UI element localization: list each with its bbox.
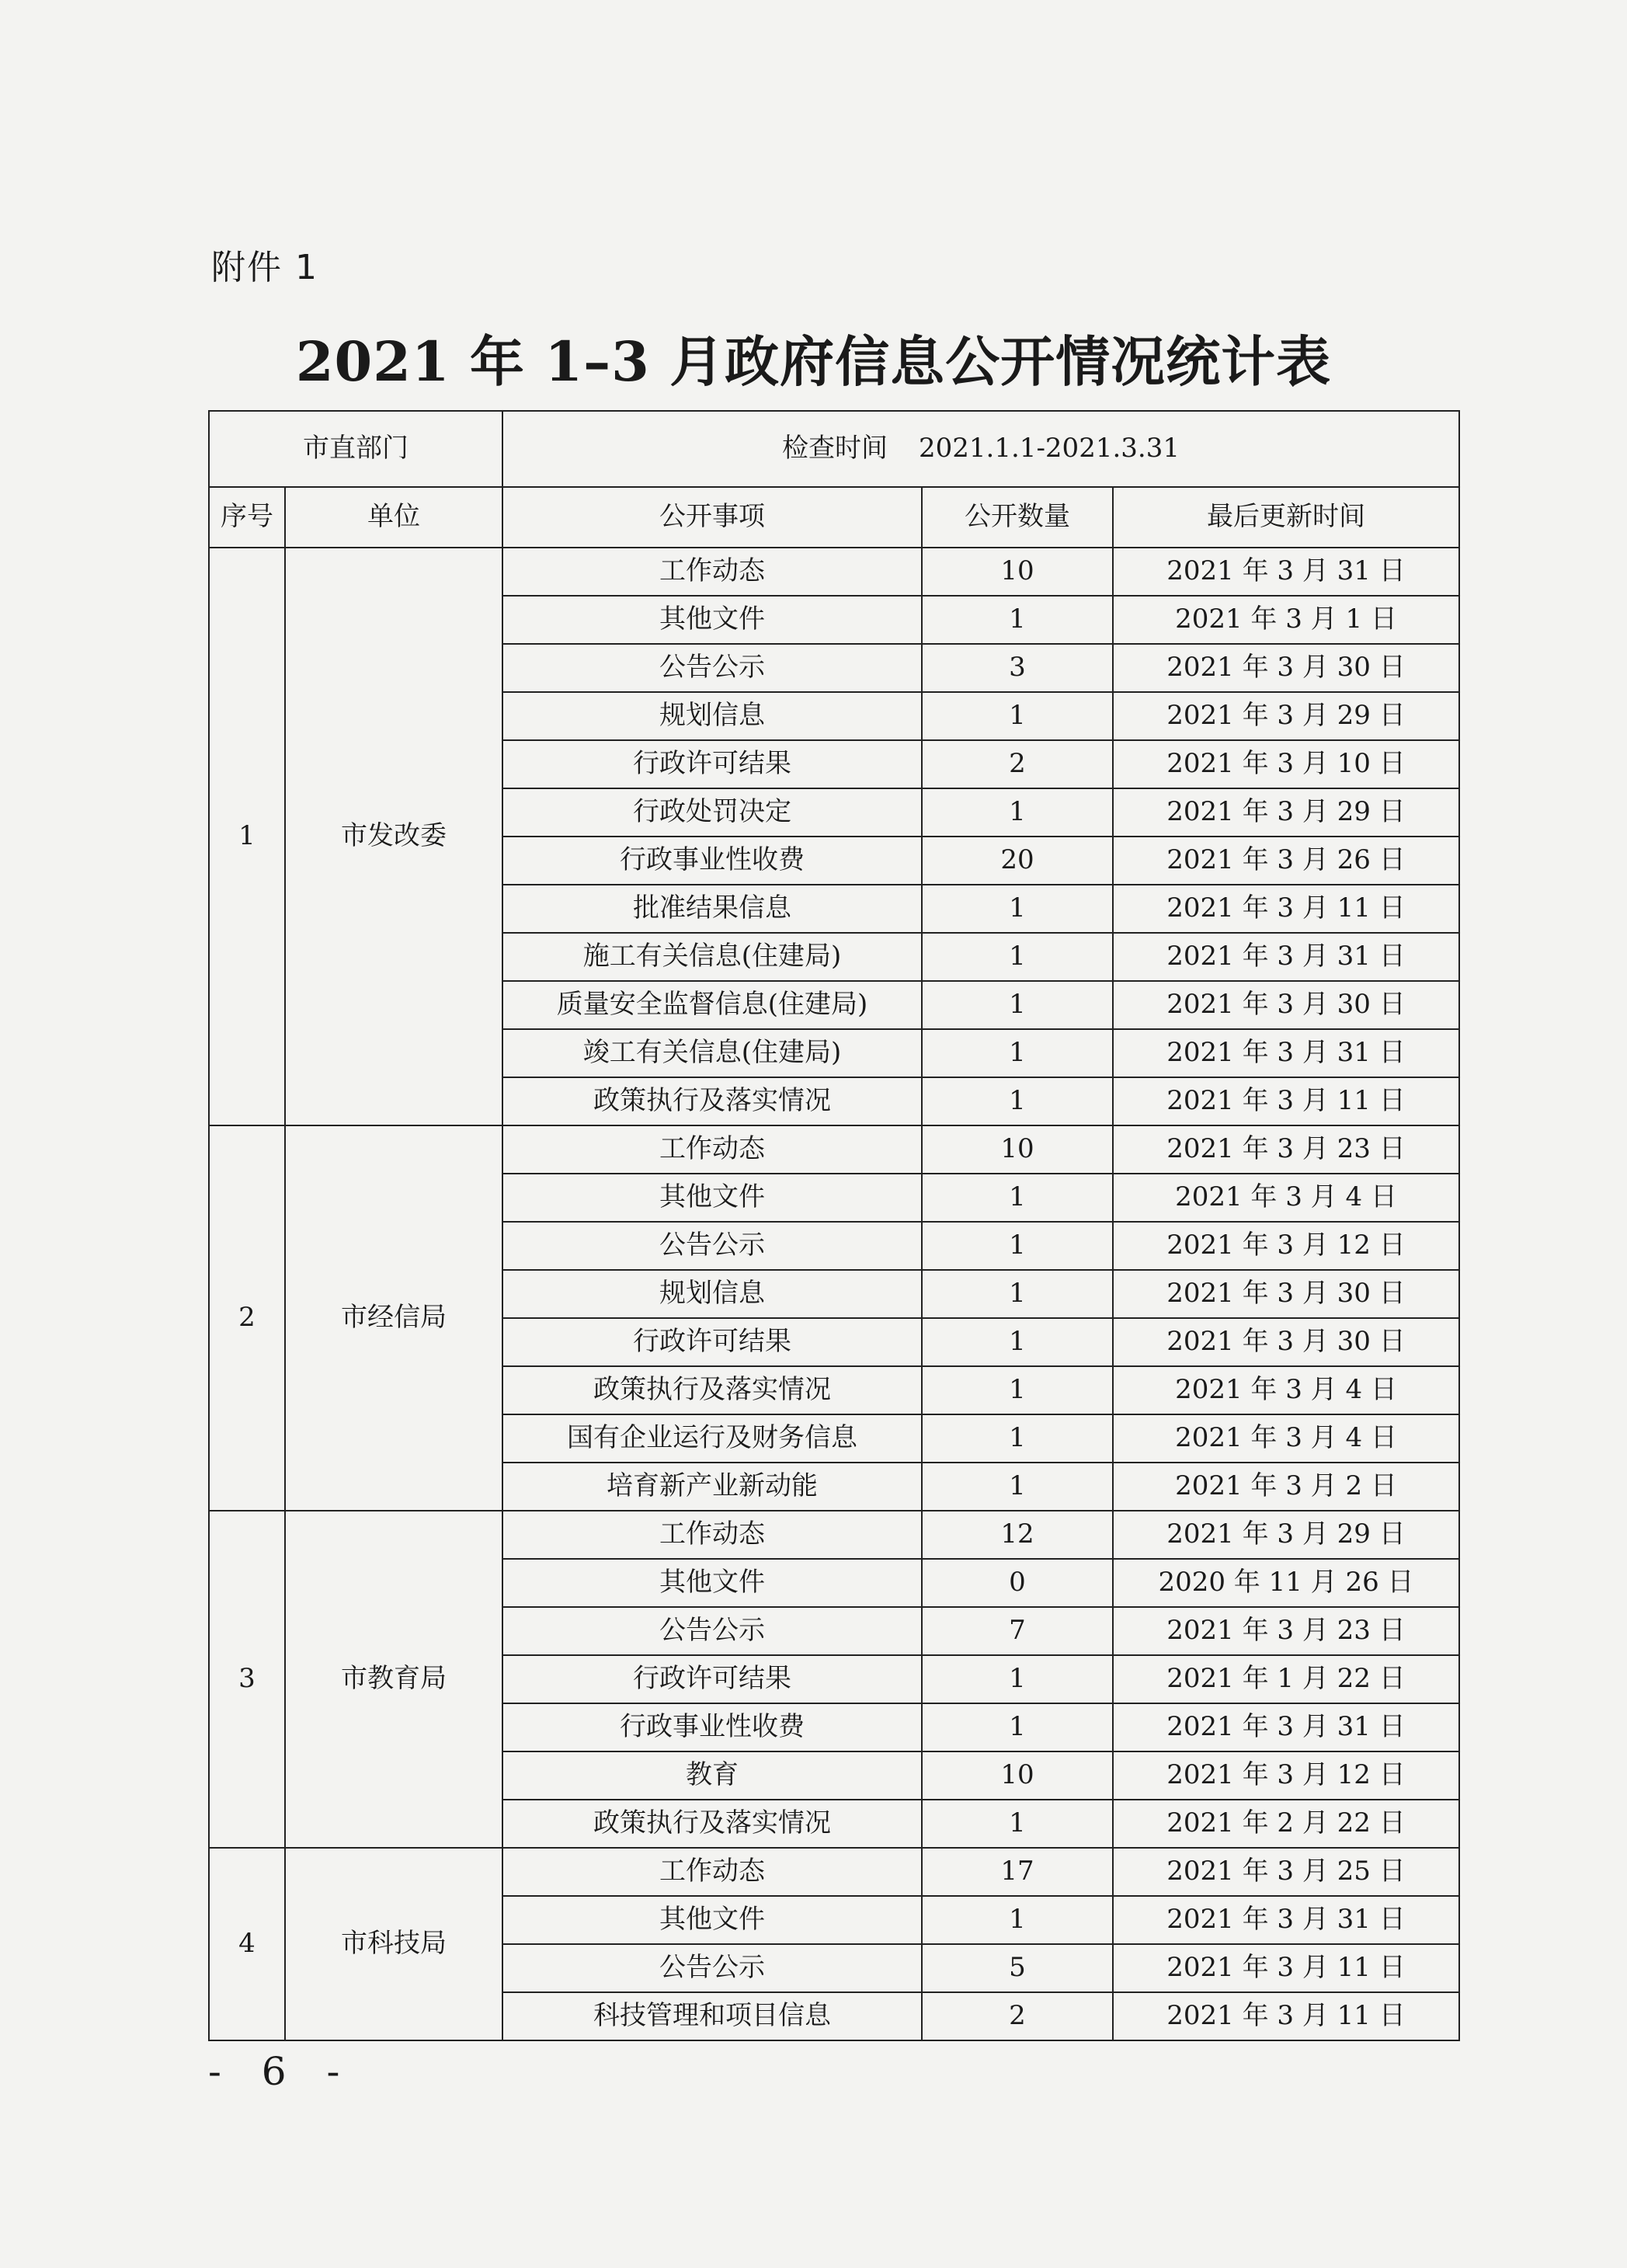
updated-cell: 2021 年 3 月 4 日 xyxy=(1113,1414,1459,1463)
updated-cell: 2021 年 3 月 11 日 xyxy=(1113,1992,1459,2040)
count-cell: 10 xyxy=(922,1751,1113,1800)
row-index-cell: 4 xyxy=(209,1848,285,2040)
table-header-row xyxy=(209,487,1459,548)
column-header-count: 公开数量 xyxy=(922,487,1113,548)
item-cell: 其他文件 xyxy=(502,1174,922,1222)
row-index-cell: 1 xyxy=(209,548,285,1125)
updated-cell: 2021 年 3 月 31 日 xyxy=(1113,1896,1459,1944)
table-row xyxy=(209,548,1459,596)
updated-cell: 2021 年 3 月 12 日 xyxy=(1113,1222,1459,1270)
updated-cell: 2021 年 3 月 29 日 xyxy=(1113,692,1459,740)
count-cell: 1 xyxy=(922,1174,1113,1222)
item-cell: 其他文件 xyxy=(502,1559,922,1607)
unit-cell: 市经信局 xyxy=(285,1125,502,1511)
unit-cell: 市科技局 xyxy=(285,1848,502,2040)
item-cell: 工作动态 xyxy=(502,1511,922,1559)
updated-cell: 2021 年 3 月 2 日 xyxy=(1113,1463,1459,1511)
item-cell: 竣工有关信息(住建局) xyxy=(502,1029,922,1077)
count-cell: 1 xyxy=(922,1655,1113,1703)
item-cell: 规划信息 xyxy=(502,1270,922,1318)
item-cell: 政策执行及落实情况 xyxy=(502,1800,922,1848)
count-cell: 1 xyxy=(922,1077,1113,1125)
updated-cell: 2021 年 3 月 11 日 xyxy=(1113,1944,1459,1992)
column-header-unit: 单位 xyxy=(285,487,502,548)
statistics-table xyxy=(208,410,1460,2041)
item-cell: 教育 xyxy=(502,1751,922,1800)
count-cell: 1 xyxy=(922,1463,1113,1511)
updated-cell: 2021 年 3 月 4 日 xyxy=(1113,1174,1459,1222)
count-cell: 1 xyxy=(922,981,1113,1029)
updated-cell: 2021 年 3 月 30 日 xyxy=(1113,644,1459,692)
item-cell: 行政事业性收费 xyxy=(502,1703,922,1751)
count-cell: 5 xyxy=(922,1944,1113,1992)
count-cell: 1 xyxy=(922,596,1113,644)
updated-cell: 2021 年 3 月 1 日 xyxy=(1113,596,1459,644)
updated-cell: 2021 年 1 月 22 日 xyxy=(1113,1655,1459,1703)
document-title: 2021 年 1–3 月政府信息公开情况统计表 xyxy=(295,329,1332,394)
item-cell: 行政事业性收费 xyxy=(502,837,922,885)
count-cell: 1 xyxy=(922,885,1113,933)
check-time-header xyxy=(502,411,1459,487)
updated-cell: 2021 年 3 月 4 日 xyxy=(1113,1366,1459,1414)
count-cell: 0 xyxy=(922,1559,1113,1607)
item-cell: 工作动态 xyxy=(502,548,922,596)
item-cell: 公告公示 xyxy=(502,1607,922,1655)
count-cell: 1 xyxy=(922,1222,1113,1270)
item-cell: 行政处罚决定 xyxy=(502,788,922,837)
count-cell: 2 xyxy=(922,740,1113,788)
item-cell: 其他文件 xyxy=(502,1896,922,1944)
unit-cell: 市教育局 xyxy=(285,1511,502,1848)
dept-header: 市直部门 xyxy=(209,411,502,487)
updated-cell: 2021 年 3 月 31 日 xyxy=(1113,1703,1459,1751)
item-cell: 工作动态 xyxy=(502,1125,922,1174)
item-cell: 规划信息 xyxy=(502,692,922,740)
item-cell: 政策执行及落实情况 xyxy=(502,1077,922,1125)
updated-cell: 2021 年 3 月 30 日 xyxy=(1113,1318,1459,1366)
count-cell: 1 xyxy=(922,788,1113,837)
count-cell: 1 xyxy=(922,692,1113,740)
updated-cell: 2021 年 3 月 31 日 xyxy=(1113,548,1459,596)
updated-cell: 2020 年 11 月 26 日 xyxy=(1113,1559,1459,1607)
updated-cell: 2021 年 3 月 11 日 xyxy=(1113,1077,1459,1125)
count-cell: 2 xyxy=(922,1992,1113,2040)
item-cell: 政策执行及落实情况 xyxy=(502,1366,922,1414)
count-cell: 12 xyxy=(922,1511,1113,1559)
updated-cell: 2021 年 2 月 22 日 xyxy=(1113,1800,1459,1848)
updated-cell: 2021 年 3 月 11 日 xyxy=(1113,885,1459,933)
check-time-label: 检查时间 xyxy=(782,433,888,464)
item-cell: 公告公示 xyxy=(502,1222,922,1270)
table-row xyxy=(209,1511,1459,1559)
count-cell: 17 xyxy=(922,1848,1113,1896)
item-cell: 公告公示 xyxy=(502,1944,922,1992)
row-index-cell: 3 xyxy=(209,1511,285,1848)
count-cell: 1 xyxy=(922,1029,1113,1077)
item-cell: 国有企业运行及财务信息 xyxy=(502,1414,922,1463)
updated-cell: 2021 年 3 月 26 日 xyxy=(1113,837,1459,885)
updated-cell: 2021 年 3 月 25 日 xyxy=(1113,1848,1459,1896)
unit-cell: 市发改委 xyxy=(285,548,502,1125)
updated-cell: 2021 年 3 月 31 日 xyxy=(1113,933,1459,981)
count-cell: 10 xyxy=(922,548,1113,596)
count-cell: 3 xyxy=(922,644,1113,692)
updated-cell: 2021 年 3 月 23 日 xyxy=(1113,1125,1459,1174)
item-cell: 其他文件 xyxy=(502,596,922,644)
item-cell: 行政许可结果 xyxy=(502,740,922,788)
table-row xyxy=(209,1125,1459,1174)
column-header-updated: 最后更新时间 xyxy=(1113,487,1459,548)
updated-cell: 2021 年 3 月 12 日 xyxy=(1113,1751,1459,1800)
count-cell: 1 xyxy=(922,1800,1113,1848)
item-cell: 培育新产业新动能 xyxy=(502,1463,922,1511)
item-cell: 批准结果信息 xyxy=(502,885,922,933)
updated-cell: 2021 年 3 月 29 日 xyxy=(1113,1511,1459,1559)
count-cell: 10 xyxy=(922,1125,1113,1174)
updated-cell: 2021 年 3 月 10 日 xyxy=(1113,740,1459,788)
table-header-row-top xyxy=(209,411,1459,487)
updated-cell: 2021 年 3 月 30 日 xyxy=(1113,981,1459,1029)
item-cell: 科技管理和项目信息 xyxy=(502,1992,922,2040)
item-cell: 行政许可结果 xyxy=(502,1318,922,1366)
attachment-label: 附件 1 xyxy=(211,248,318,287)
updated-cell: 2021 年 3 月 30 日 xyxy=(1113,1270,1459,1318)
item-cell: 质量安全监督信息(住建局) xyxy=(502,981,922,1029)
table-body xyxy=(209,411,1459,2040)
updated-cell: 2021 年 3 月 29 日 xyxy=(1113,788,1459,837)
count-cell: 1 xyxy=(922,1366,1113,1414)
item-cell: 工作动态 xyxy=(502,1848,922,1896)
count-cell: 1 xyxy=(922,1414,1113,1463)
column-header-index: 序号 xyxy=(209,487,285,548)
item-cell: 公告公示 xyxy=(502,644,922,692)
check-time-value: 2021.1.1-2021.3.31 xyxy=(919,433,1180,464)
updated-cell: 2021 年 3 月 23 日 xyxy=(1113,1607,1459,1655)
count-cell: 20 xyxy=(922,837,1113,885)
item-cell: 施工有关信息(住建局) xyxy=(502,933,922,981)
column-header-item: 公开事项 xyxy=(502,487,922,548)
count-cell: 1 xyxy=(922,1318,1113,1366)
count-cell: 1 xyxy=(922,1270,1113,1318)
row-index-cell: 2 xyxy=(209,1125,285,1511)
page-number: - 6 - xyxy=(208,2049,354,2094)
item-cell: 行政许可结果 xyxy=(502,1655,922,1703)
count-cell: 7 xyxy=(922,1607,1113,1655)
table-row xyxy=(209,1848,1459,1896)
count-cell: 1 xyxy=(922,1896,1113,1944)
updated-cell: 2021 年 3 月 31 日 xyxy=(1113,1029,1459,1077)
count-cell: 1 xyxy=(922,933,1113,981)
count-cell: 1 xyxy=(922,1703,1113,1751)
